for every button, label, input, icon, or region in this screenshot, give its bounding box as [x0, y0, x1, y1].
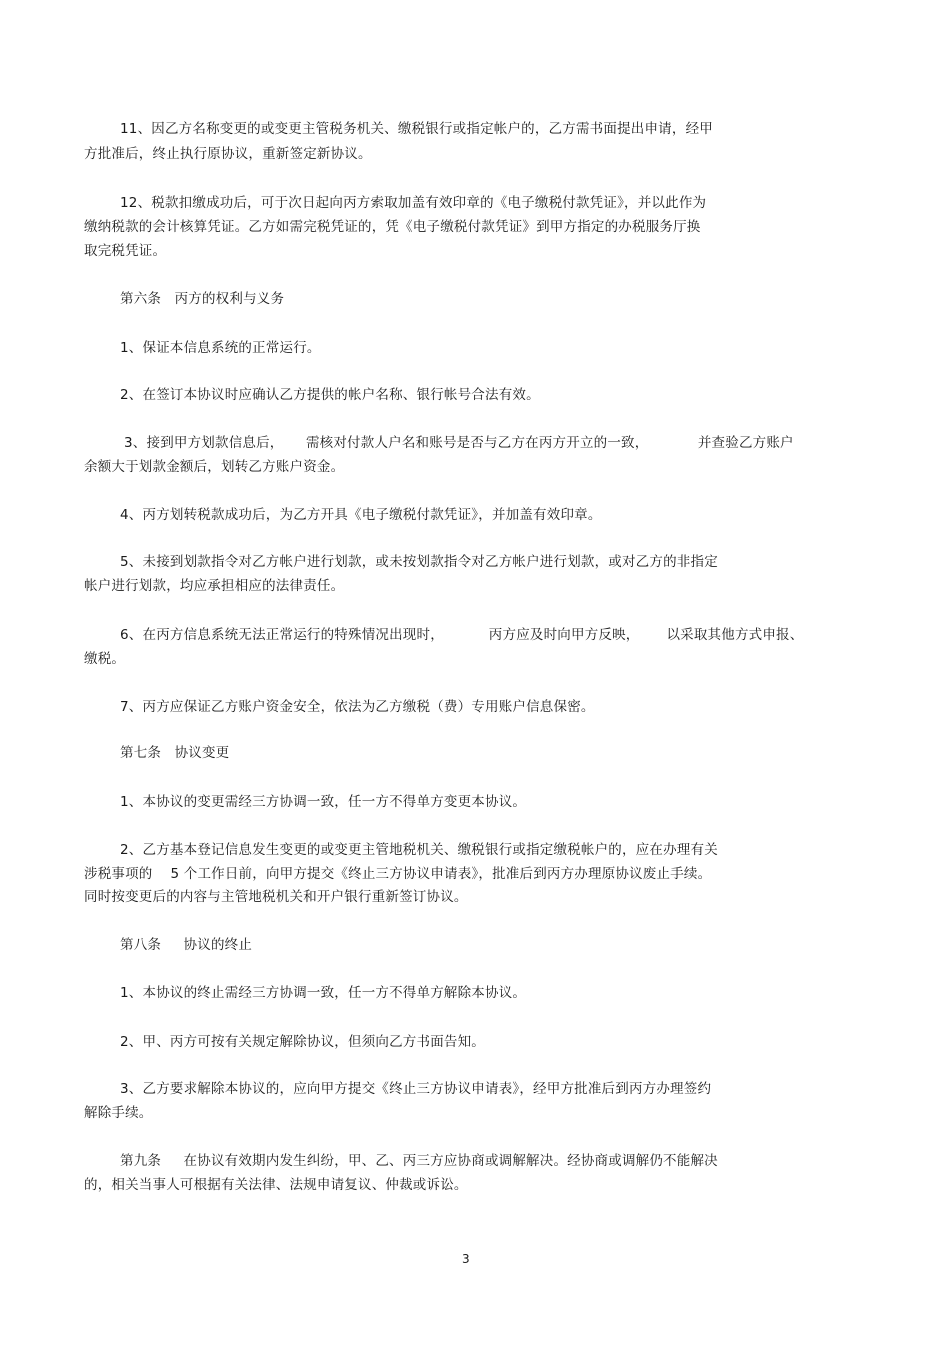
clause-6-4: 4、丙方划转税款成功后，为乙方开具《电子缴税付款凭证》，并加盖有效印章。 — [120, 507, 602, 523]
clause-6-1: 1、保证本信息系统的正常运行。 — [120, 340, 321, 356]
clause-7-2-line-2: 涉税事项的 5 个工作日前，向甲方提交《终止三方协议申请表》，批准后到丙方办理原协议废止手续。 — [84, 866, 712, 882]
clause-7-2-line-1: 2、乙方基本登记信息发生变更的或变更主管地税机关、缴税银行或指定缴税帐户的，应在办理有关 — [120, 842, 718, 858]
clause-6-5-line-2: 帐户进行划款，均应承担相应的法律责任。 — [84, 578, 345, 594]
clause-6-3-line-1: 3、接到甲方划款信息后， 需核对付款人户名和账号是否与乙方在丙方开立的一致， 并查验乙方账户 — [124, 435, 794, 451]
clause-8-1: 1、本协议的终止需经三方协调一致，任一方不得单方解除本协议。 — [120, 985, 527, 1001]
article-7-heading: 第七条 协议变更 — [120, 745, 230, 761]
clause-5-12-line-3: 取完税凭证。 — [84, 243, 167, 259]
article-6-heading: 第六条 丙方的权利与义务 — [120, 291, 285, 307]
clause-6-5-line-1: 5、未接到划款指令对乙方帐户进行划款，或未按划款指令对乙方帐户进行划款，或对乙方的非指定 — [120, 554, 718, 570]
clause-6-2: 2、在签订本协议时应确认乙方提供的帐户名称、银行帐号合法有效。 — [120, 387, 540, 403]
article-9-line-1: 第九条 在协议有效期内发生纠纷，甲、乙、丙三方应协商或调解解决。经协商或调解仍不能解决 — [120, 1153, 718, 1169]
clause-7-2-line-3: 同时按变更后的内容与主管地税机关和开户银行重新签订协议。 — [84, 889, 468, 905]
clause-5-12-line-2: 缴纳税款的会计核算凭证。乙方如需完税凭证的，凭《电子缴税付款凭证》到甲方指定的办税服务厅换 — [84, 219, 701, 235]
article-9-line-2: 的，相关当事人可根据有关法律、法规申请复议、仲裁或诉讼。 — [84, 1177, 468, 1193]
clause-5-11-line-2: 方批准后，终止执行原协议，重新签定新协议。 — [84, 146, 372, 162]
clause-7-1: 1、本协议的变更需经三方协调一致，任一方不得单方变更本协议。 — [120, 794, 527, 810]
clause-6-3-line-2: 余额大于划款金额后，划转乙方账户资金。 — [84, 459, 345, 475]
clause-8-3-line-1: 3、乙方要求解除本协议的，应向甲方提交《终止三方协议申请表》，经甲方批准后到丙方办理签约 — [120, 1081, 712, 1097]
clause-8-2: 2、甲、丙方可按有关规定解除协议，但须向乙方书面告知。 — [120, 1034, 485, 1050]
clause-6-7: 7、丙方应保证乙方账户资金安全，依法为乙方缴税（费）专用账户信息保密。 — [120, 699, 595, 715]
clause-8-3-line-2: 解除手续。 — [84, 1105, 153, 1121]
clause-5-11-line-1: 11、因乙方名称变更的或变更主管税务机关、缴税银行或指定帐户的，乙方需书面提出申请，经甲 — [120, 121, 713, 137]
clause-6-6-line-1: 6、在丙方信息系统无法正常运行的特殊情况出现时， 丙方应及时向甲方反映， 以采取其他方式申报、 — [120, 627, 804, 643]
clause-5-12-line-1: 12、税款扣缴成功后，可于次日起向丙方索取加盖有效印章的《电子缴税付款凭证》，并以此作为 — [120, 195, 707, 211]
article-8-heading: 第八条 协议的终止 — [120, 937, 253, 953]
page-number: 3 — [462, 1252, 470, 1266]
clause-6-6-line-2: 缴税。 — [84, 651, 126, 667]
